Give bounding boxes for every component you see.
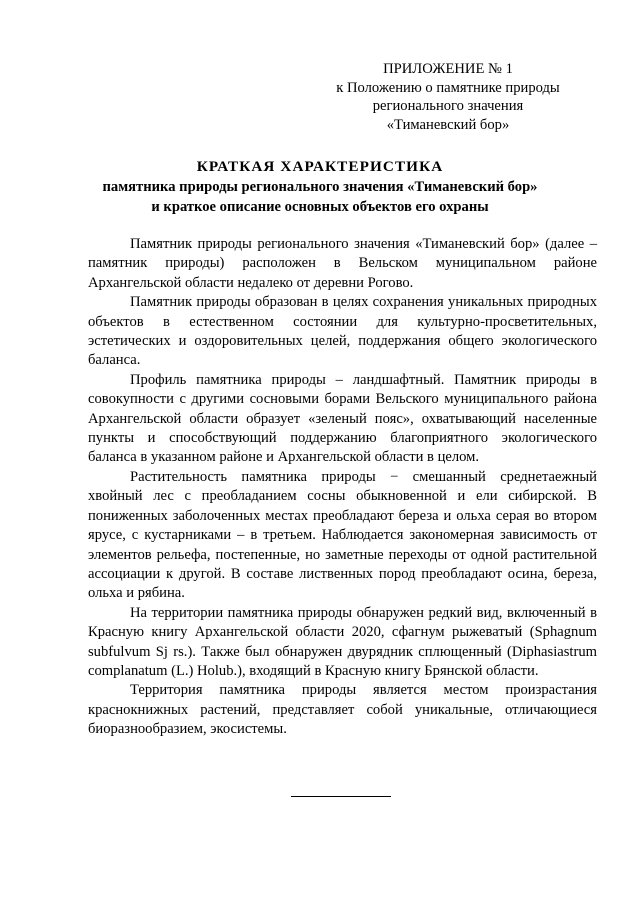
body-paragraph: На территории памятника природы обнаружен редкий вид, включенный в Красную книгу Архангельской области 2020, сфагнум рыжеватый (Sphagnum subfulvum Sj rs.). Также был обнаружен двурядник сплющенный (Diphasiastrum complanatum (L.) Holub.), входящий в Красную книгу Брянской области. [88,604,597,679]
body-paragraph: Памятник природы регионального значения «Тиманевский бор» (далее – памятник природы) расположен в Вельском муниципальном районе Архангельской области недалеко от деревни Рогово. [88,236,597,291]
document-subtitle: и краткое описание основных объектов его охраны [151,199,489,215]
document-title-block [40,157,600,217]
document-title: КРАТКАЯ ХАРАКТЕРИСТИКА [196,158,444,175]
body-paragraph: Растительность памятника природы − смешанный среднетаежный хвойный лес с преобладанием сосны обыкновенной и ели сибирской. В пониженных заболоченных местах преобладают береза и ольха серая во втором ярусе, с кустарниками – в третьем. Наблюдается закономерная зависимость от элементов рельефа, постепенные, но заметные переходы от одной растительной ассоциации к другой. В составе лиственных пород преобладают осина, береза, ольха и рябина. [88,468,597,602]
body-paragraph: Профиль памятника природы – ландшафтный. Памятник природы в совокупности с другими сосновыми борами Вельского муниципального района Архангельской области образует «зеленый пояс», охватывающий населенные пункты и способствующий поддержанию благоприятного экологического баланса в указанном районе и Архангельской области в целом. [88,371,597,466]
body-paragraph: Памятник природы образован в целях сохранения уникальных природных объектов в естественном состоянии для культурно-просветительных, эстетических и оздоровительных целей, поддержания общего экологического баланса. [88,294,597,369]
appendix-reference-line: регионального значения [372,98,524,114]
body-paragraph: Территория памятника природы является местом произрастания краснокнижных растений, представляет собой уникальные, отличающиеся биоразнообразием, экосистемы. [88,682,597,738]
appendix-number: ПРИЛОЖЕНИЕ № 1 [383,61,513,77]
appendix-reference-line: к Положению о памятнике природы [336,79,560,96]
document-body [88,235,597,740]
appendix-header [308,60,588,134]
end-separator-line [291,796,391,797]
appendix-reference-line: «Тиманевский бор» [386,116,510,133]
document-subtitle: памятника природы регионального значения «Тиманевский бор» [102,179,538,195]
